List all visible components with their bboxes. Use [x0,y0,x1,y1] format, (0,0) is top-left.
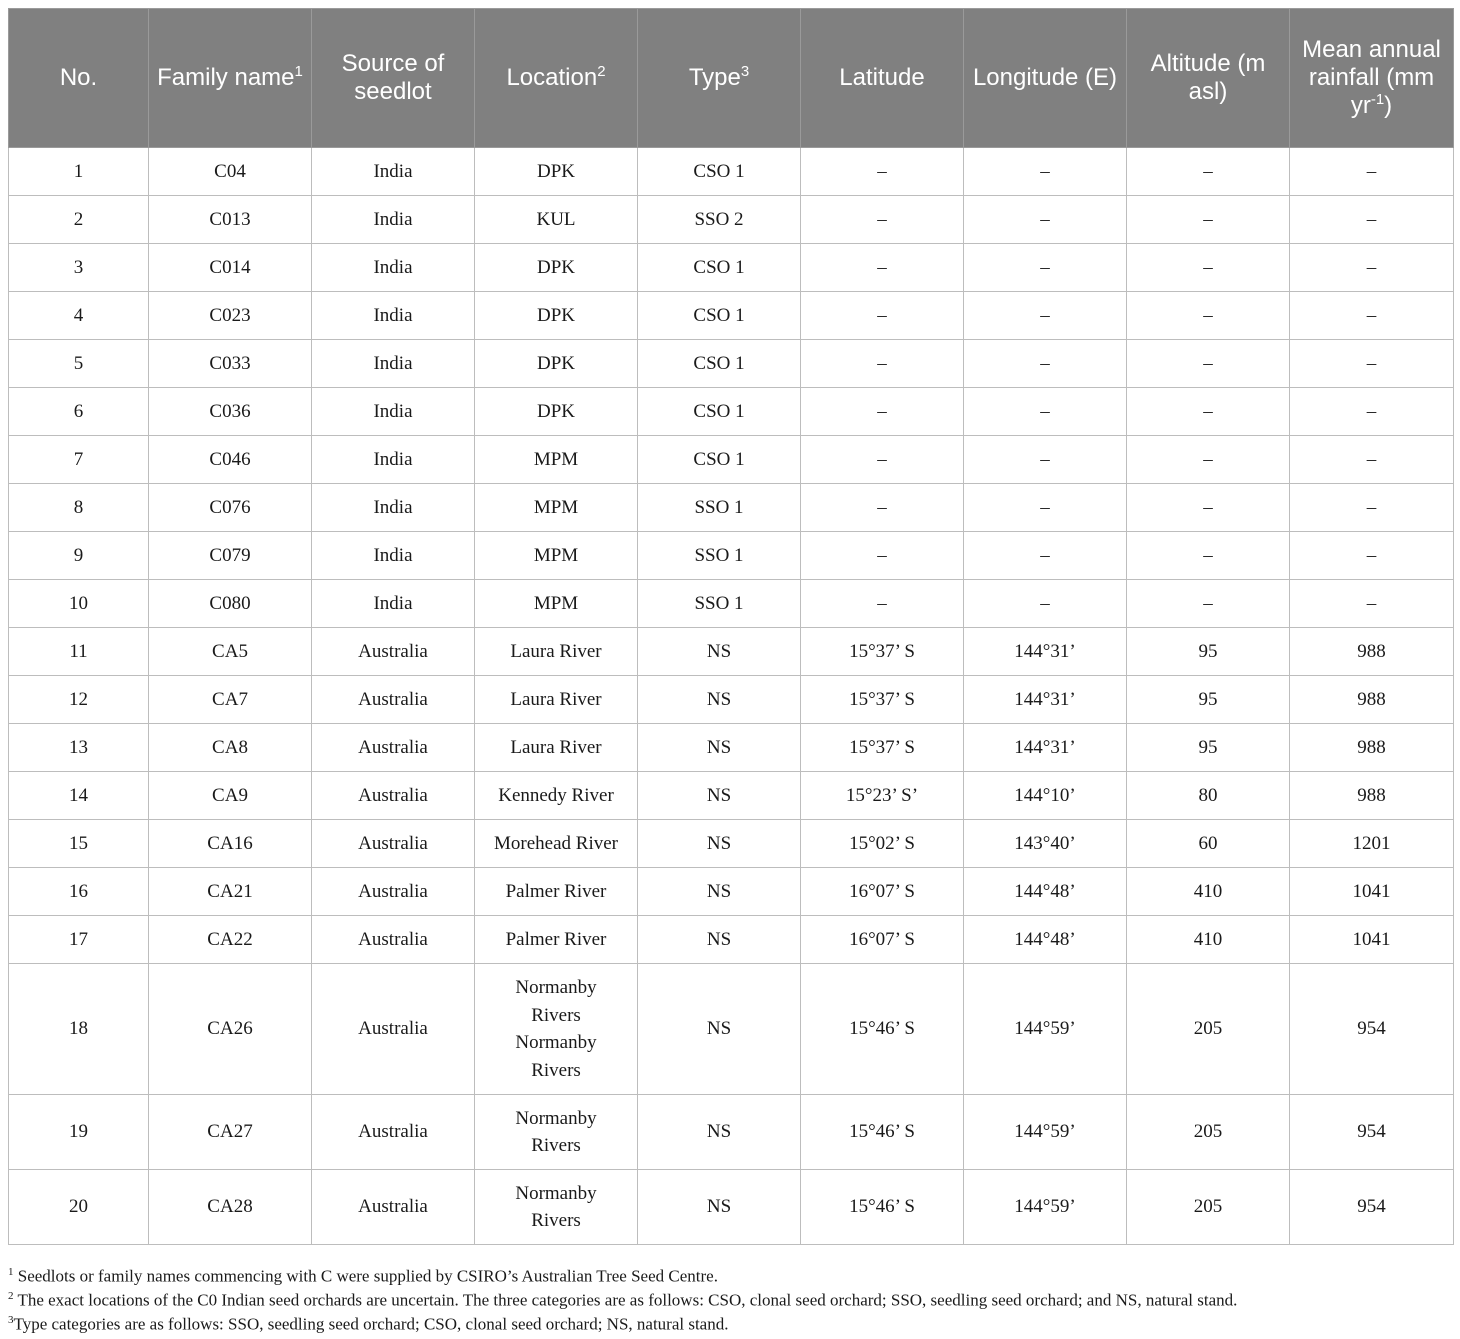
table-row [9,964,1454,1095]
cell-family-name: CA26 [149,964,312,1095]
cell-source: Australia [312,1095,475,1170]
cell-family-name: CA7 [149,676,312,724]
location-line: Normanby [515,1182,597,1204]
location-line: Rivers [531,1059,581,1081]
cell-altitude: 205 [1127,964,1290,1095]
header-label: Location [506,64,598,91]
cell-family-name: CA16 [149,820,312,868]
cell-location [475,772,638,820]
cell-source: Australia [312,772,475,820]
cell-longitude: 144°48’ [964,916,1127,964]
cell-longitude: 144°31’ [964,676,1127,724]
header-superscript: 1 [294,63,303,80]
cell-type: SSO 1 [638,580,801,628]
cell-family-name: CA9 [149,772,312,820]
cell-type: NS [638,916,801,964]
cell-type: NS [638,964,801,1095]
header-rainfall [1290,9,1454,148]
cell-type: NS [638,724,801,772]
location-line: DPK [536,256,575,278]
table-row [9,580,1454,628]
cell-no: 7 [9,436,149,484]
cell-longitude: 144°59’ [964,1170,1127,1245]
header-latitude [801,9,964,148]
cell-latitude: – [801,196,964,244]
cell-no: 4 [9,292,149,340]
header-type [638,9,801,148]
cell-source: India [312,580,475,628]
cell-latitude: 16°07’ S [801,916,964,964]
cell-no: 11 [9,628,149,676]
location-line: MPM [533,544,579,566]
cell-rainfall: 1201 [1290,820,1454,868]
location-line: Normanby [515,977,597,998]
cell-altitude: – [1127,436,1290,484]
cell-latitude: – [801,340,964,388]
table-row [9,244,1454,292]
header-source [312,9,475,148]
table-row [9,388,1454,436]
cell-location [475,532,638,580]
table-header-row [9,9,1454,148]
cell-no: 15 [9,820,149,868]
cell-no: 2 [9,196,149,244]
cell-no: 18 [9,964,149,1095]
cell-latitude: 15°46’ S [801,1170,964,1245]
cell-altitude: – [1127,532,1290,580]
cell-altitude: – [1127,340,1290,388]
cell-source: Australia [312,676,475,724]
location-line: DPK [536,160,575,182]
cell-latitude: – [801,436,964,484]
cell-source: Australia [312,1170,475,1245]
location-line: Rivers [531,1210,581,1231]
footnote-3 [8,1310,1453,1335]
cell-type: NS [638,868,801,916]
cell-family-name: CA22 [149,916,312,964]
cell-family-name: C076 [149,484,312,532]
cell-location [475,676,638,724]
cell-family-name: C080 [149,580,312,628]
cell-rainfall: – [1290,436,1454,484]
cell-type: CSO 1 [638,436,801,484]
cell-rainfall: – [1290,292,1454,340]
location-line: Laura River [510,688,602,710]
footnote-text: The exact locations of the C0 Indian seed orchards are uncertain. The three categories are as follows: CSO, clonal seed orchard; SSO, seedling seed orchard; and NS, natural stand. [13,1290,1238,1310]
cell-latitude: – [801,580,964,628]
table-row [9,532,1454,580]
cell-altitude: – [1127,196,1290,244]
cell-rainfall: 988 [1290,772,1454,820]
table-body [9,148,1454,1245]
header-superscript: -1 [1370,91,1385,108]
cell-source: India [312,148,475,196]
location-line: DPK [536,400,575,422]
cell-longitude: – [964,580,1127,628]
cell-latitude: – [801,244,964,292]
table-row [9,1095,1454,1170]
cell-type: CSO 1 [638,244,801,292]
cell-family-name: CA21 [149,868,312,916]
cell-rainfall: 954 [1290,964,1454,1095]
cell-no: 13 [9,724,149,772]
cell-latitude: 15°46’ S [801,964,964,1095]
cell-longitude: – [964,196,1127,244]
cell-no: 20 [9,1170,149,1245]
cell-altitude: 205 [1127,1170,1290,1245]
location-line: Rivers [531,1135,581,1156]
cell-no: 16 [9,868,149,916]
cell-type: NS [638,772,801,820]
table-row [9,148,1454,196]
location-line: Morehead River [494,832,618,854]
cell-location [475,340,638,388]
header-label: Latitude [839,64,925,91]
cell-latitude: – [801,484,964,532]
cell-source: Australia [312,820,475,868]
table-row [9,820,1454,868]
cell-latitude: 15°37’ S [801,628,964,676]
table-row [9,676,1454,724]
cell-rainfall: – [1290,340,1454,388]
cell-type: NS [638,1170,801,1245]
cell-rainfall: 954 [1290,1095,1454,1170]
table-row [9,196,1454,244]
cell-rainfall: – [1290,196,1454,244]
cell-longitude: – [964,148,1127,196]
location-line: DPK [536,352,575,374]
cell-longitude: 144°59’ [964,1095,1127,1170]
cell-rainfall: – [1290,244,1454,292]
header-label: Longitude (E) [972,64,1118,91]
cell-source: India [312,388,475,436]
location-line: Laura River [510,640,602,662]
cell-location [475,436,638,484]
cell-longitude: – [964,436,1127,484]
footnote-mark: 3 [8,1314,14,1326]
cell-latitude: – [801,388,964,436]
cell-type: NS [638,628,801,676]
cell-longitude: 144°59’ [964,964,1127,1095]
cell-rainfall: 1041 [1290,916,1454,964]
location-line: MPM [533,496,579,518]
cell-family-name: CA28 [149,1170,312,1245]
cell-longitude: 143°40’ [964,820,1127,868]
cell-no: 12 [9,676,149,724]
cell-type: SSO 2 [638,196,801,244]
cell-no: 1 [9,148,149,196]
header-family-name [149,9,312,148]
header-label: Source of seedlot [341,50,445,105]
cell-location [475,868,638,916]
cell-altitude: – [1127,148,1290,196]
cell-altitude: 410 [1127,868,1290,916]
cell-type: CSO 1 [638,148,801,196]
cell-source: India [312,340,475,388]
header-location [475,9,638,148]
cell-type: NS [638,820,801,868]
cell-altitude: 95 [1127,676,1290,724]
cell-source: Australia [312,916,475,964]
footnote-text: Seedlots or family names commencing with C were supplied by CSIRO’s Australian Tree Seed Centre. [13,1266,718,1286]
footnote-text: Type categories are as follows: SSO, seedling seed orchard; CSO, clonal seed orchard; NS, natural stand. [13,1314,729,1334]
cell-location [475,964,638,1095]
cell-source: Australia [312,724,475,772]
cell-longitude: – [964,388,1127,436]
cell-source: Australia [312,628,475,676]
cell-altitude: 95 [1127,628,1290,676]
cell-longitude: – [964,244,1127,292]
cell-rainfall: – [1290,484,1454,532]
cell-altitude: 205 [1127,1095,1290,1170]
cell-longitude: 144°31’ [964,628,1127,676]
header-label-tail: ) [1384,92,1393,119]
cell-no: 9 [9,532,149,580]
header-superscript: 3 [740,63,750,80]
cell-no: 14 [9,772,149,820]
cell-no: 6 [9,388,149,436]
cell-family-name: C013 [149,196,312,244]
location-line: MPM [533,448,579,470]
cell-altitude: 95 [1127,724,1290,772]
cell-altitude: – [1127,484,1290,532]
cell-no: 5 [9,340,149,388]
cell-latitude: – [801,532,964,580]
location-line: Palmer River [505,880,607,902]
table-row [9,772,1454,820]
table-row [9,436,1454,484]
header-label: Altitude (m asl) [1150,50,1266,105]
cell-type: SSO 1 [638,484,801,532]
cell-rainfall: 988 [1290,676,1454,724]
cell-altitude: 80 [1127,772,1290,820]
header-longitude [964,9,1127,148]
location-line: DPK [536,304,575,326]
cell-family-name: C014 [149,244,312,292]
table-row [9,916,1454,964]
cell-source: India [312,292,475,340]
cell-longitude: – [964,340,1127,388]
cell-altitude: – [1127,388,1290,436]
cell-location [475,1170,638,1245]
cell-altitude: – [1127,244,1290,292]
cell-rainfall: – [1290,532,1454,580]
table-row [9,868,1454,916]
cell-source: India [312,244,475,292]
cell-source: Australia [312,964,475,1095]
cell-family-name: C046 [149,436,312,484]
cell-location [475,580,638,628]
cell-longitude: 144°10’ [964,772,1127,820]
location-line: KUL [536,208,576,230]
cell-altitude: – [1127,580,1290,628]
cell-altitude: – [1127,292,1290,340]
cell-longitude: 144°31’ [964,724,1127,772]
cell-latitude: – [801,292,964,340]
table-row [9,484,1454,532]
cell-family-name: C079 [149,532,312,580]
cell-latitude: 16°07’ S [801,868,964,916]
header-label: No. [59,64,98,91]
cell-rainfall: 988 [1290,628,1454,676]
cell-type: CSO 1 [638,340,801,388]
cell-source: India [312,532,475,580]
cell-family-name: C023 [149,292,312,340]
cell-latitude: 15°37’ S [801,724,964,772]
table-row [9,292,1454,340]
footnote-1 [8,1262,1453,1287]
cell-source: Australia [312,868,475,916]
cell-family-name: C04 [149,148,312,196]
cell-rainfall: – [1290,580,1454,628]
cell-family-name: C033 [149,340,312,388]
cell-rainfall: – [1290,388,1454,436]
seedlot-table [8,8,1454,1245]
cell-location [475,484,638,532]
table-row [9,1170,1454,1245]
location-line: Palmer River [505,928,607,950]
cell-type: CSO 1 [638,292,801,340]
footnote-2 [8,1286,1453,1311]
cell-family-name: CA8 [149,724,312,772]
location-line: Normanby [515,1107,597,1129]
cell-no: 3 [9,244,149,292]
cell-location [475,1095,638,1170]
header-label: Mean annual rainfall (mm yr [1302,36,1441,119]
cell-type: SSO 1 [638,532,801,580]
location-line: Rivers [531,1004,581,1026]
cell-rainfall: 1041 [1290,868,1454,916]
cell-no: 10 [9,580,149,628]
footnote-mark: 1 [8,1266,14,1278]
cell-latitude: 15°46’ S [801,1095,964,1170]
cell-no: 17 [9,916,149,964]
cell-longitude: – [964,532,1127,580]
cell-location [475,244,638,292]
cell-location [475,388,638,436]
cell-longitude: – [964,292,1127,340]
cell-longitude: 144°48’ [964,868,1127,916]
table-row [9,724,1454,772]
cell-type: NS [638,676,801,724]
cell-source: India [312,436,475,484]
location-line: Kennedy River [498,784,614,806]
cell-location [475,628,638,676]
cell-rainfall: 954 [1290,1170,1454,1245]
cell-location [475,292,638,340]
header-altitude [1127,9,1290,148]
cell-family-name: CA27 [149,1095,312,1170]
cell-source: India [312,484,475,532]
cell-longitude: – [964,484,1127,532]
cell-type: CSO 1 [638,388,801,436]
cell-altitude: 410 [1127,916,1290,964]
cell-rainfall: – [1290,148,1454,196]
cell-type: NS [638,1095,801,1170]
table-row [9,340,1454,388]
location-line: Normanby [515,1032,597,1053]
location-line: MPM [533,592,579,614]
cell-source: India [312,196,475,244]
cell-latitude: 15°02’ S [801,820,964,868]
cell-latitude: 15°23’ S’ [801,772,964,820]
cell-location [475,724,638,772]
header-label: Type [688,64,741,91]
cell-rainfall: 988 [1290,724,1454,772]
cell-location [475,820,638,868]
location-line: Laura River [510,736,602,758]
cell-location [475,196,638,244]
table-row [9,628,1454,676]
cell-family-name: CA5 [149,628,312,676]
cell-family-name: C036 [149,388,312,436]
cell-location [475,916,638,964]
cell-no: 19 [9,1095,149,1170]
cell-no: 8 [9,484,149,532]
cell-latitude: – [801,148,964,196]
cell-location [475,148,638,196]
footnote-mark: 2 [8,1290,14,1302]
cell-latitude: 15°37’ S [801,676,964,724]
cell-altitude: 60 [1127,820,1290,868]
header-superscript: 2 [597,63,606,80]
header-label: Family name [157,64,295,91]
header-no [9,9,149,148]
